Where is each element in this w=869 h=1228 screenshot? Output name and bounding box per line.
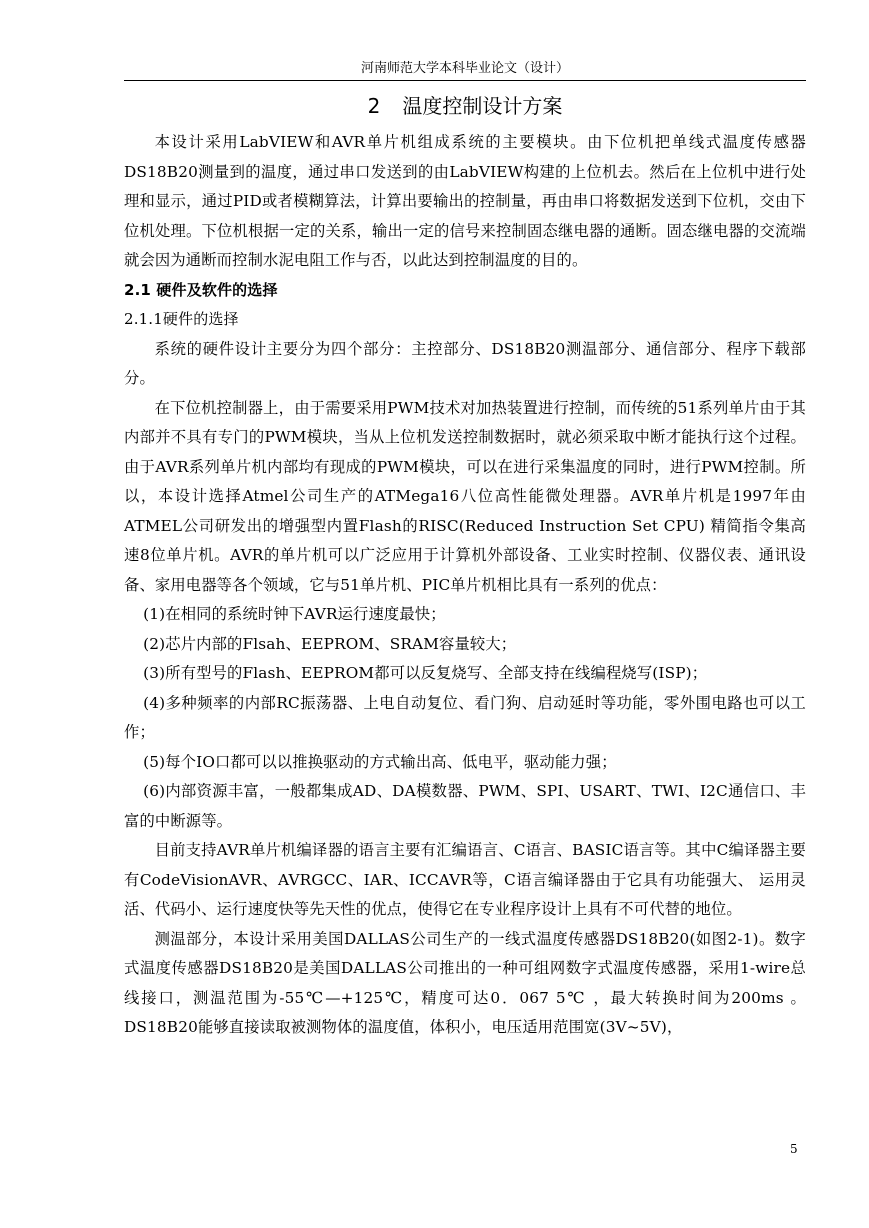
running-header: 河南师范大学本科毕业论文（设计） — [360, 61, 569, 76]
header-divider — [124, 80, 806, 81]
page-number: 5 — [790, 1142, 798, 1156]
intro-paragraph: 本设计采用LabVIEW和AVR单片机组成系统的主要模块。由下位机把单线式温度传感器DS18B20测量到的温度，通过串口发送到的由LabVIEW构建的上位机去。然后在上位机中进行处理和显示，通过PID或者模糊算法，计算出要输出的控制量，再由串口将数据发送到下位机，交由下位机处理。下位机根据一定的关系，输出一定的信号来控制固态继电器的通断。固态继电器的交流端就会因为通断而控制水泥电阻工作与否，以此达到控制温度的目的。 — [124, 133, 806, 269]
chapter-number: 2 — [367, 94, 381, 118]
advantage-list-item: (4)多种频率的内部RC振荡器、上电自动复位、看门狗、启动延时等功能，零外围电路也可以工作； — [124, 693, 806, 741]
document-body — [124, 128, 806, 1043]
compilers-paragraph: 目前支持AVR单片机编译器的语言主要有汇编语言、C语言、BASIC语言等。其中C编译器主要有CodeVisionAVR、AVRGCC、IAR、ICCAVR等，C语言编译器由于它具有功能强大、 运用灵活、代码小、运行速度快等先天性的优点，使得它在专业程序设计上具有不可代替的地位。 — [124, 841, 806, 918]
hardware-parts-paragraph: 系统的硬件设计主要分为四个部分：主控部分、DS18B20测温部分、通信部分、程序下载部分。 — [124, 339, 806, 387]
advantage-list-item: (1)在相同的系统时钟下AVR运行速度最快； — [143, 605, 446, 623]
chapter-title — [124, 93, 806, 119]
advantage-list-item: (3)所有型号的Flash、EEPROM都可以反复烧写、全部支持在线编程烧写(ISP)； — [143, 664, 708, 682]
advantage-list-item: (6)内部资源丰富，一般都集成AD、DA模数器、PWM、SPI、USART、TWI、I2C通信口、丰富的中断源等。 — [124, 782, 806, 830]
section-heading-2-1-1: 2.1.1硬件的选择 — [124, 310, 239, 328]
sensor-paragraph: 测温部分，本设计采用美国DALLAS公司生产的一线式温度传感器DS18B20(如图2-1)。数字式温度传感器DS18B20是美国DALLAS公司推出的一种可组网数字式温度传感器，采用1-wire总线接口，测温范围为-55℃—+125℃，精度可达0．067 5℃ ，最大转换时间为200ms 。DS18B20能够直接读取被测物体的温度值，体积小，电压适用范围宽(3V~5V)， — [124, 929, 806, 1036]
advantage-list-item: (2)芯片内部的Flsah、EEPROM、SRAM容量较大； — [143, 634, 517, 653]
chapter-title-text: 温度控制设计方案 — [402, 94, 563, 118]
section-heading-2-1: 2.1 硬件及软件的选择 — [124, 280, 278, 299]
advantage-list-item: (5)每个IO口都可以以推换驱动的方式输出高、低电平，驱动能力强； — [143, 752, 617, 771]
controller-paragraph: 在下位机控制器上，由于需要采用PWM技术对加热装置进行控制，而传统的51系列单片由于其内部并不具有专门的PWM模块，当从上位机发送控制数据时，就必须采取中断才能执行这个过程。由于AVR系列单片机内部均有现成的PWM模块，可以在进行采集温度的同时，进行PWM控制。所以，本设计选择Atmel公司生产的ATMega16八位高性能微处理器。AVR单片机是1997年由ATMEL公司研发出的增强型内置Flash的RISC(Reduced Instruction Set CPU) 精简指令集高速8位单片机。AVR的单片机可以广泛应用于计算机外部设备、工业实时控制、仪器仪表、通讯设备、家用电器等各个领域，它与51单片机、PIC单片机相比具有一系列的优点： — [124, 398, 806, 594]
